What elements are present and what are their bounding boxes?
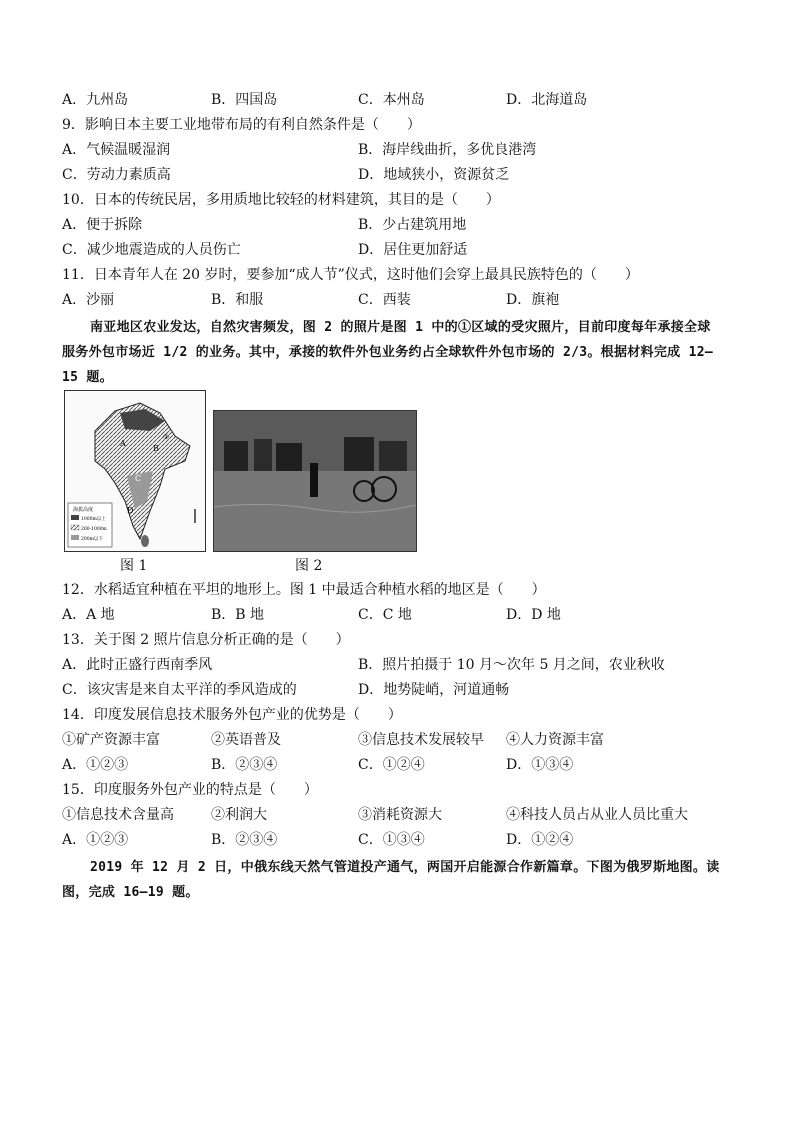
map-label-region-1: ①: [163, 433, 170, 441]
q10-option-b: B．少占建筑用地: [358, 217, 467, 233]
q9-stem: 9．影响日本主要工业地带布局的有利自然条件是（ ）: [62, 117, 421, 133]
figure-1-caption: 图 1: [120, 558, 148, 574]
q11-stem: 11．日本青年人在 20 岁时，要参加“成人节”仪式，这时他们会穿上最具民族特色的（ ）: [62, 267, 639, 283]
legend-title: 海拔高度: [73, 507, 94, 513]
q12-stem: 12．水稻适宜种植在平坦的地形上。图 1 中最适合种植水稻的地区是（ ）: [62, 582, 546, 598]
q8-option-c: C．本州岛: [358, 92, 425, 108]
q8-option-a: A．九州岛: [62, 92, 129, 108]
q9-option-b: B．海岸线曲折，多优良港湾: [358, 142, 537, 158]
passage-line-2: 服务外包市场近 1/2 的业务。其中，承接的软件外包业务约占全球软件外包市场的 2/3。根据材料完成 12—: [62, 345, 713, 360]
q15-item-3: ③消耗资源大: [358, 807, 442, 823]
q10-option-d: D．居住更加舒适: [358, 242, 468, 258]
q13-option-a: A．此时正盛行西南季风: [62, 657, 213, 673]
passage-russia: [62, 855, 734, 905]
legend-swatch-high: [71, 515, 79, 520]
map-label-d: D: [127, 506, 134, 515]
legend-swatch-low: [71, 535, 79, 540]
q15-item-1: ①信息技术含量高: [62, 807, 174, 823]
passage2-line-1: 2019 年 12 月 2 日，中俄东线天然气管道投产通气，两国开启能源合作新篇章。下图为俄罗斯地图。读: [90, 860, 720, 875]
q13-option-b: B．照片拍摄于 10 月～次年 5 月之间，农业秋收: [358, 657, 665, 673]
q14-item-1: ①矿产资源丰富: [62, 732, 160, 748]
south-asia-map-svg: [65, 391, 205, 551]
passage2-line-2: 图，完成 16—19 题。: [62, 885, 199, 900]
q9-option-c: C．劳动力素质高: [62, 167, 171, 183]
q14-option-d: D．①③④: [506, 757, 574, 773]
passage-line-1: 南亚地区农业发达，自然灾害频发，图 2 的照片是图 1 中的①区域的受灾照片，目前印度每年承接全球: [90, 320, 711, 335]
flood-photo-svg: [214, 411, 416, 551]
q12-option-a: A．A 地: [62, 607, 115, 623]
map-label-c: C: [135, 474, 142, 483]
q13-option-d: D．地势陡峭，河道通畅: [358, 682, 510, 698]
q14-item-2: ②英语普及: [211, 732, 281, 748]
q9-option-d: D．地域狭小，资源贫乏: [358, 167, 510, 183]
passage-south-asia: [62, 315, 734, 390]
q8-option-b: B．四国岛: [211, 92, 278, 108]
q13-option-c: C．该灾害是来自太平洋的季风造成的: [62, 682, 297, 698]
q10-option-c: C．减少地震造成的人员伤亡: [62, 242, 241, 258]
q15-item-2: ②利润大: [211, 807, 267, 823]
q15-option-b: B．②③④: [211, 832, 278, 848]
q12-option-d: D．D 地: [506, 607, 561, 623]
q10-option-a: A．便于拆除: [62, 217, 143, 233]
figure-2-flood-photo: [213, 410, 417, 552]
q13-stem: 13．关于图 2 照片信息分析正确的是（ ）: [62, 632, 350, 648]
q9-option-a: A．气候温暖湿润: [62, 142, 171, 158]
sri-lanka-island: [141, 535, 149, 547]
q15-option-a: A．①②③: [62, 832, 129, 848]
q15-stem: 15．印度服务外包产业的特点是（ ）: [62, 782, 318, 798]
q14-option-b: B．②③④: [211, 757, 278, 773]
passage-line-3: 15 题。: [62, 370, 113, 385]
q12-option-b: B．B 地: [211, 607, 265, 623]
legend-item-high: 1000m以上: [81, 517, 106, 522]
q12-option-c: C．C 地: [358, 607, 412, 623]
q14-item-3: ③信息技术发展较早: [358, 732, 484, 748]
q14-option-c: C．①②④: [358, 757, 425, 773]
q15-option-d: D．①②④: [506, 832, 574, 848]
legend-item-mid: 200-1000m: [81, 527, 107, 532]
q15-item-4: ④科技人员占从业人员比重大: [506, 807, 688, 823]
map-label-b: B: [153, 444, 159, 453]
q15-option-c: C．①③④: [358, 832, 425, 848]
q14-item-4: ④人力资源丰富: [506, 732, 604, 748]
q8-option-d: D．北海道岛: [506, 92, 588, 108]
q11-option-a: A．沙丽: [62, 292, 115, 308]
q10-stem: 10．日本的传统民居，多用质地比较轻的材料建筑，其目的是（ ）: [62, 192, 500, 208]
map-label-a: A: [120, 439, 126, 448]
legend-swatch-mid: [71, 525, 79, 530]
q11-option-b: B．和服: [211, 292, 264, 308]
legend-item-low: 200m以下: [81, 537, 103, 542]
q11-option-c: C．西装: [358, 292, 411, 308]
q14-option-a: A．①②③: [62, 757, 129, 773]
q14-stem: 14．印度发展信息技术服务外包产业的优势是（ ）: [62, 707, 402, 723]
q11-option-d: D．旗袍: [506, 292, 560, 308]
figure-2-caption: 图 2: [295, 558, 323, 574]
figure-1-south-asia-map: [64, 390, 206, 552]
